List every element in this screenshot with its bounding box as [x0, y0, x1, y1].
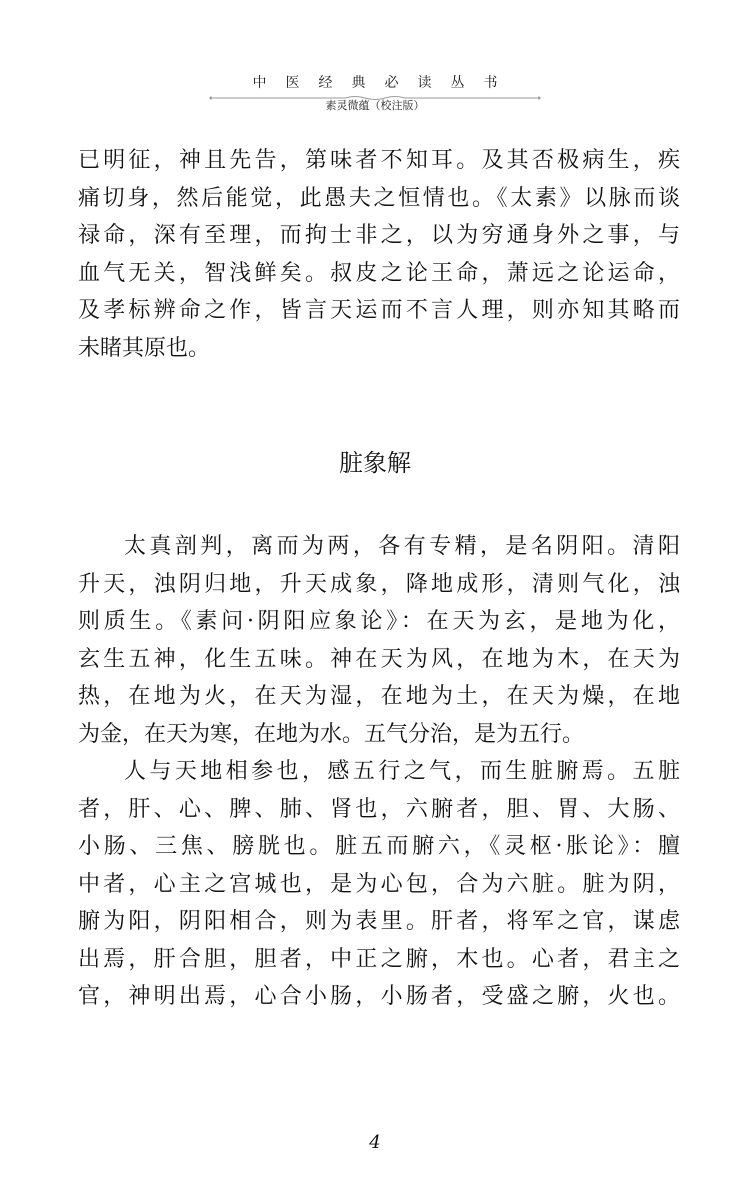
continuation-paragraph: [78, 142, 680, 367]
text-line: 禄命，深有至理，而拘士非之，以为穷通身外之事，与: [78, 223, 680, 248]
text-line: 腑为阳，阴阳相合，则为表里。肝者，将军之官，谋虑: [78, 909, 680, 934]
text-line: 痛切身，然后能觉，此愚夫之恒情也。《太素》以脉而谈: [78, 185, 680, 211]
text-line: 官，神明出焉，心合小肠，小肠者，受盛之腑，火也。: [78, 984, 680, 1009]
text-line: 中者，心主之宫城也，是为心包，合为六脏。脏为阴，: [78, 871, 680, 897]
text-line: 者，肝、心、脾、肺、肾也，六腑者，胆、胃、大肠、: [78, 796, 680, 822]
text-line: 则质生。《素问·阴阳应象论》：在天为玄，是地为化，: [78, 609, 680, 634]
series-title: 中医经典必读丛书: [252, 75, 517, 91]
text-line: 升天，浊阴归地，升天成象，降地成形，清则气化，浊: [78, 571, 680, 597]
text-line: 及孝标辨命之作，皆言天运而不言人理，则亦知其略而: [78, 298, 680, 323]
running-head: [0, 74, 750, 92]
text-line: 热，在地为火，在天为湿，在地为土，在天为燥，在地: [78, 684, 680, 709]
section-heading: 脏象解: [339, 449, 411, 477]
text-line: 血气无关，智浅鲜矣。叔皮之论王命，萧远之论运命，: [78, 260, 680, 286]
text-line: 已明征，神且先告，第味者不知耳。及其否极病生，疾: [78, 148, 680, 173]
text-line: 为金，在天为寒，在地为水。五气分治，是为五行。: [78, 721, 585, 747]
text-line: 人与天地相参也，感五行之气，而生脏腑焉。五脏: [124, 759, 680, 784]
text-line: 出焉，肝合胆，胆者，中正之腑，木也。心者，君主之: [78, 946, 680, 972]
page-number: 4: [369, 1132, 381, 1153]
text-line: 未睹其原也。: [78, 335, 211, 361]
text-line: 小肠、三焦、膀胱也。脏五而腑六，《灵枢·胀论》：膻: [78, 834, 680, 859]
book-title: 素灵微蕴（校注版）: [325, 99, 425, 112]
text-line: 太真剖判，离而为两，各有专精，是名阴阳。清阳: [124, 534, 680, 559]
section-body: [78, 528, 680, 1016]
text-line: 玄生五神，化生五味。神在天为风，在地为木，在天为: [78, 646, 680, 672]
